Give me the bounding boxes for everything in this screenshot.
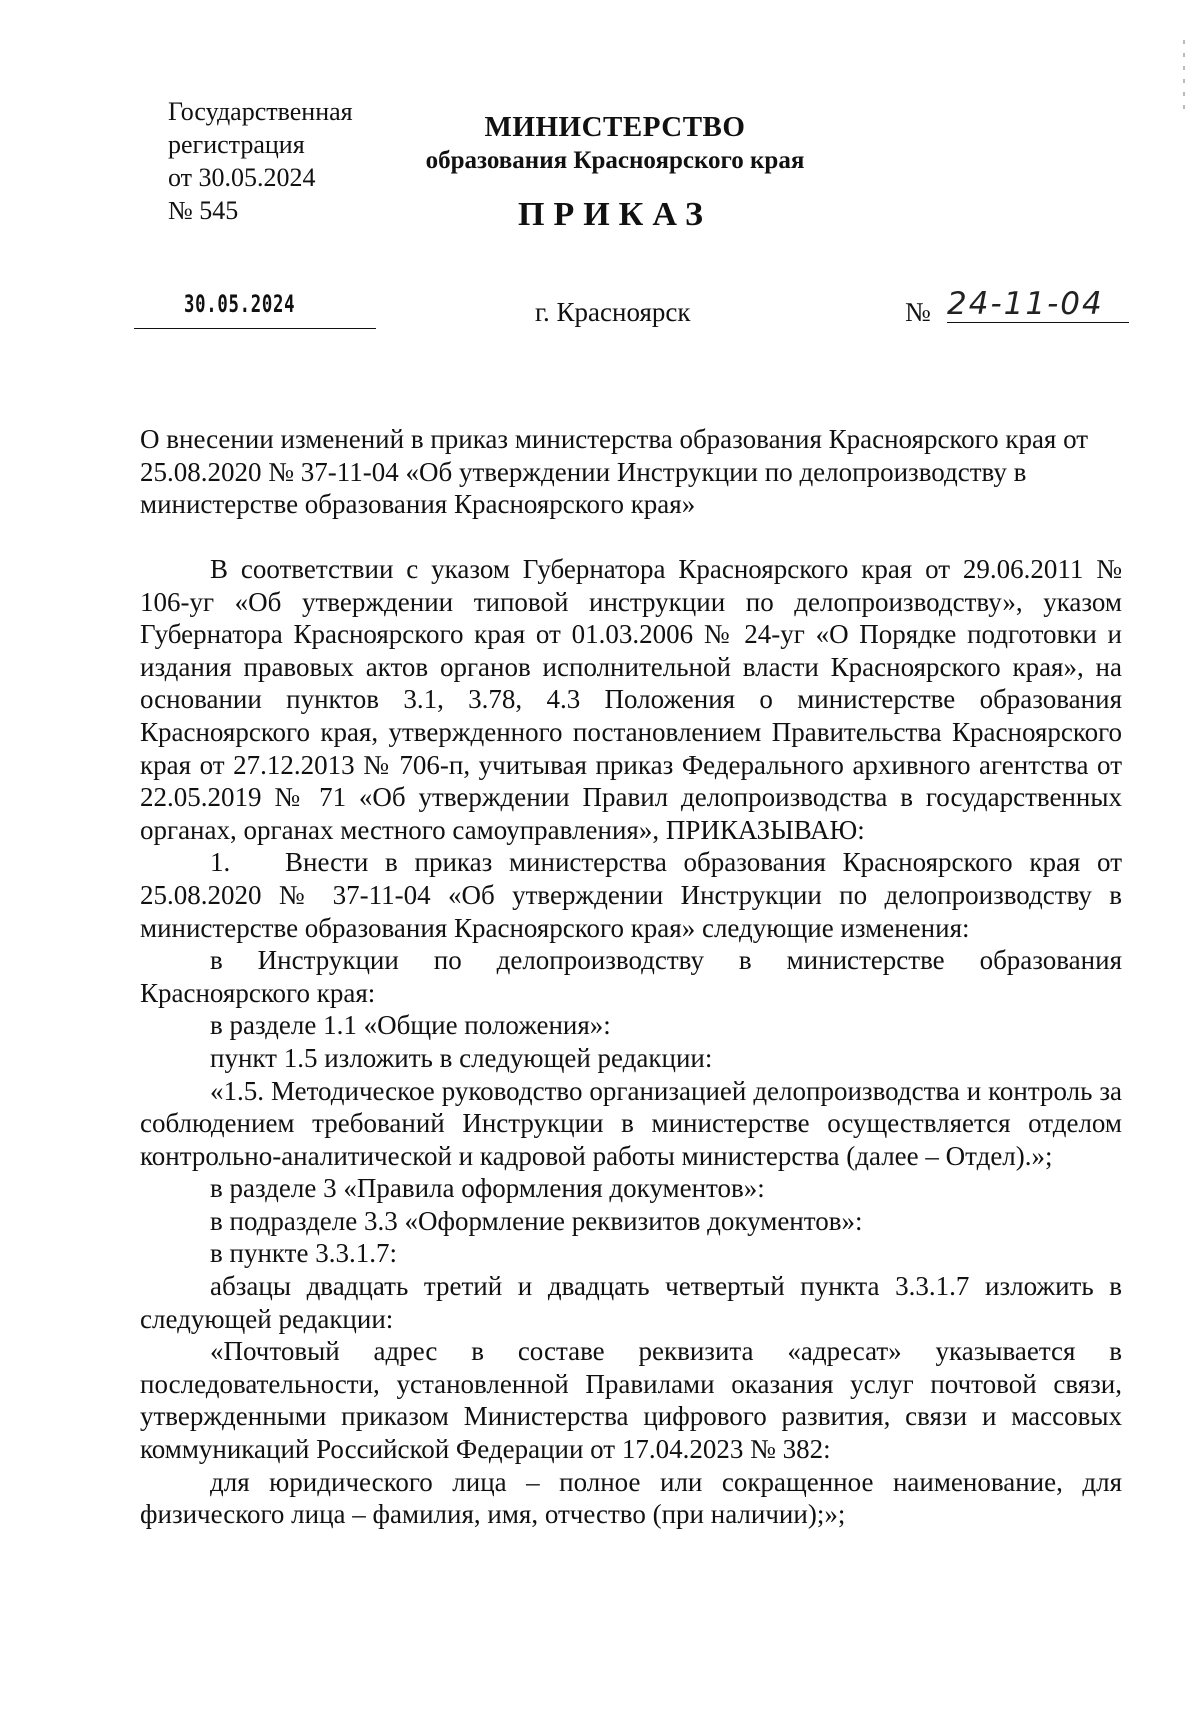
registration-line-1: Государственная	[168, 97, 353, 126]
registration-date: от 30.05.2024	[168, 163, 316, 192]
item-1-text: Внести в приказ министерства образования Красноярского края от 25.08.2020 № 37-11-04 «Об утверждении Инструкции по делопроизводству в министерстве образования Красноярского края» следующие изменения:	[140, 847, 1122, 943]
item-1-paragraph	[140, 846, 1122, 944]
body-paragraph-5: пункт 1.5 изложить в следующей редакции:	[210, 1042, 713, 1073]
body-paragraph-8: в подразделе 3.3 «Оформление реквизитов документов»:	[210, 1205, 863, 1236]
order-number-handwritten: 24-11-04	[947, 286, 1129, 323]
order-body	[140, 553, 1122, 1531]
body-paragraph-12: для юридического лица – полное или сокращенное наименование, для физического лица – фамилия, имя, отчество (при наличии);»;	[140, 1466, 1122, 1530]
ministry-subtitle: образования Красноярского края	[425, 147, 805, 174]
preamble-paragraph: В соответствии с указом Губернатора Красноярского края от 29.06.2011 № 106-уг «Об утверждении типовой инструкции по делопроизводству», указом Губернатора Красноярского края от 01.03.2006 № 24-уг «О Порядке подготовки и издания правовых актов органов исполнительной власти Красноярского края», на основании пунктов 3.1, 3.78, 4.3 Положения о министерстве образования Красноярского края, утвержденного постановлением Правительства Красноярского края от 27.12.2013 № 706-п, учитывая приказ Федерального архивного агентства от 22.05.2019 № 71 «Об утверждении Правил делопроизводства в государственных органах, органах местного самоуправления», ПРИКАЗЫВАЮ:	[140, 554, 1122, 845]
order-city: г. Красноярск	[535, 297, 691, 327]
ministry-title: МИНИСТЕРСТВО	[484, 111, 746, 143]
order-number-field	[905, 286, 1137, 328]
body-paragraph-4: в разделе 1.1 «Общие положения»:	[210, 1010, 611, 1041]
body-paragraph-7: в разделе 3 «Правила оформления документов»:	[210, 1173, 765, 1204]
body-paragraph-9: в пункте 3.3.1.7:	[210, 1238, 397, 1269]
body-paragraph-11: «Почтовый адрес в составе реквизита «адресат» указывается в последовательности, установленной Правилами оказания услуг почтовой связи, утвержденными приказом Министерства цифрового развития, связи и массовых коммуникаций Российской Федерации от 17.04.2023 № 382:	[140, 1336, 1122, 1465]
body-paragraph-10: абзацы двадцать третий и двадцать четвертый пункта 3.3.1.7 изложить в следующей редакции:	[140, 1271, 1122, 1334]
ministry-header	[380, 110, 850, 178]
document-type-title: ПРИКАЗ	[518, 196, 712, 233]
registration-stamp	[168, 95, 353, 227]
item-1-number: 1.	[210, 847, 231, 878]
order-subject: О внесении изменений в приказ министерства образования Красноярского края от 25.08.2020 № 37-11-04 «Об утверждении Инструкции по делопроизводству в министерстве образования Красноярского края»	[140, 424, 1089, 520]
scan-margin-marks	[1182, 40, 1186, 140]
body-paragraph-3: в Инструкции по делопроизводству в министерстве образования Красноярского края:	[140, 945, 1122, 1008]
registration-number: № 545	[168, 196, 239, 225]
order-date-field	[134, 292, 376, 329]
body-paragraph-6: «1.5. Методическое руководство организацией делопроизводства и контроль за соблюдением требований Инструкции в министерстве осуществляется отделом контрольно-аналитической и кадровой работы министерства (далее – Отдел).»;	[140, 1075, 1122, 1171]
registration-line-2: регистрация	[168, 130, 305, 159]
order-date-handwritten: 30.05.2024	[184, 290, 296, 318]
number-sign: №	[905, 297, 931, 327]
